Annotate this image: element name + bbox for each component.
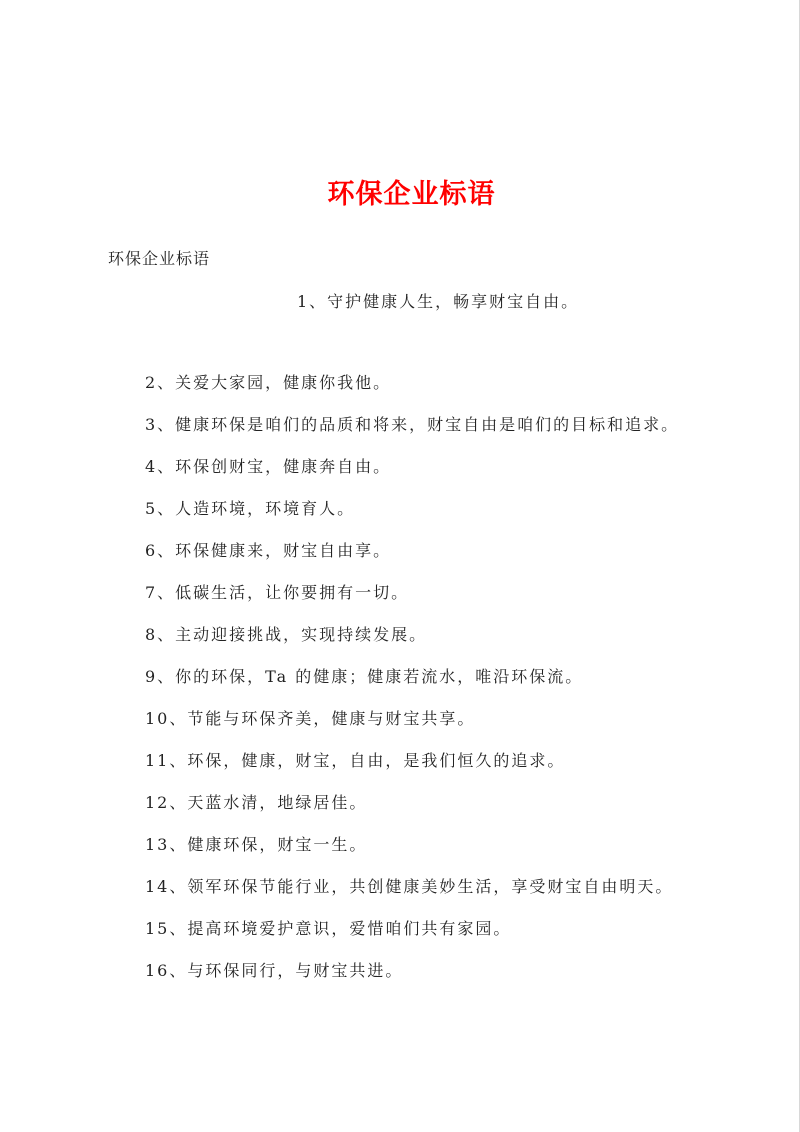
slogan-item: 12、天蓝水清，地绿居佳。 <box>145 793 368 812</box>
slogan-item: 3、健康环保是咱们的品质和将来，财宝自由是咱们的目标和追求。 <box>145 415 680 434</box>
slogan-list <box>145 372 679 1002</box>
slogan-item: 10、节能与环保齐美，健康与财宝共享。 <box>145 709 476 728</box>
slogan-item: 4、环保创财宝，健康奔自由。 <box>145 457 392 476</box>
slogan-item: 7、低碳生活，让你要拥有一切。 <box>145 583 410 602</box>
slogan-item: 13、健康环保，财宝一生。 <box>145 835 368 854</box>
slogan-item: 16、与环保同行，与财宝共进。 <box>145 961 404 980</box>
slogan-item: 14、领军环保节能行业，共创健康美妙生活，享受财宝自由明天。 <box>145 877 674 896</box>
slogan-item: 8、主动迎接挑战，实现持续发展。 <box>145 625 428 644</box>
slogan-item: 11、环保，健康，财宝，自由，是我们恒久的追求。 <box>145 751 566 770</box>
slogan-item: 5、人造环境，环境育人。 <box>145 499 356 518</box>
slogan-item: 9、你的环保，Ta 的健康；健康若流水，唯沿环保流。 <box>145 667 584 686</box>
slogan-item: 2、关爱大家园，健康你我他。 <box>145 373 392 392</box>
slogan-item: 6、环保健康来，财宝自由享。 <box>145 541 392 560</box>
slogan-item-1: 1、守护健康人生，畅享财宝自由。 <box>297 292 580 311</box>
document-title: 环保企业标语 <box>327 179 496 210</box>
slogan-item: 15、提高环境爱护意识，爱惜咱们共有家园。 <box>145 919 512 938</box>
document-subtitle: 环保企业标语 <box>108 249 211 268</box>
